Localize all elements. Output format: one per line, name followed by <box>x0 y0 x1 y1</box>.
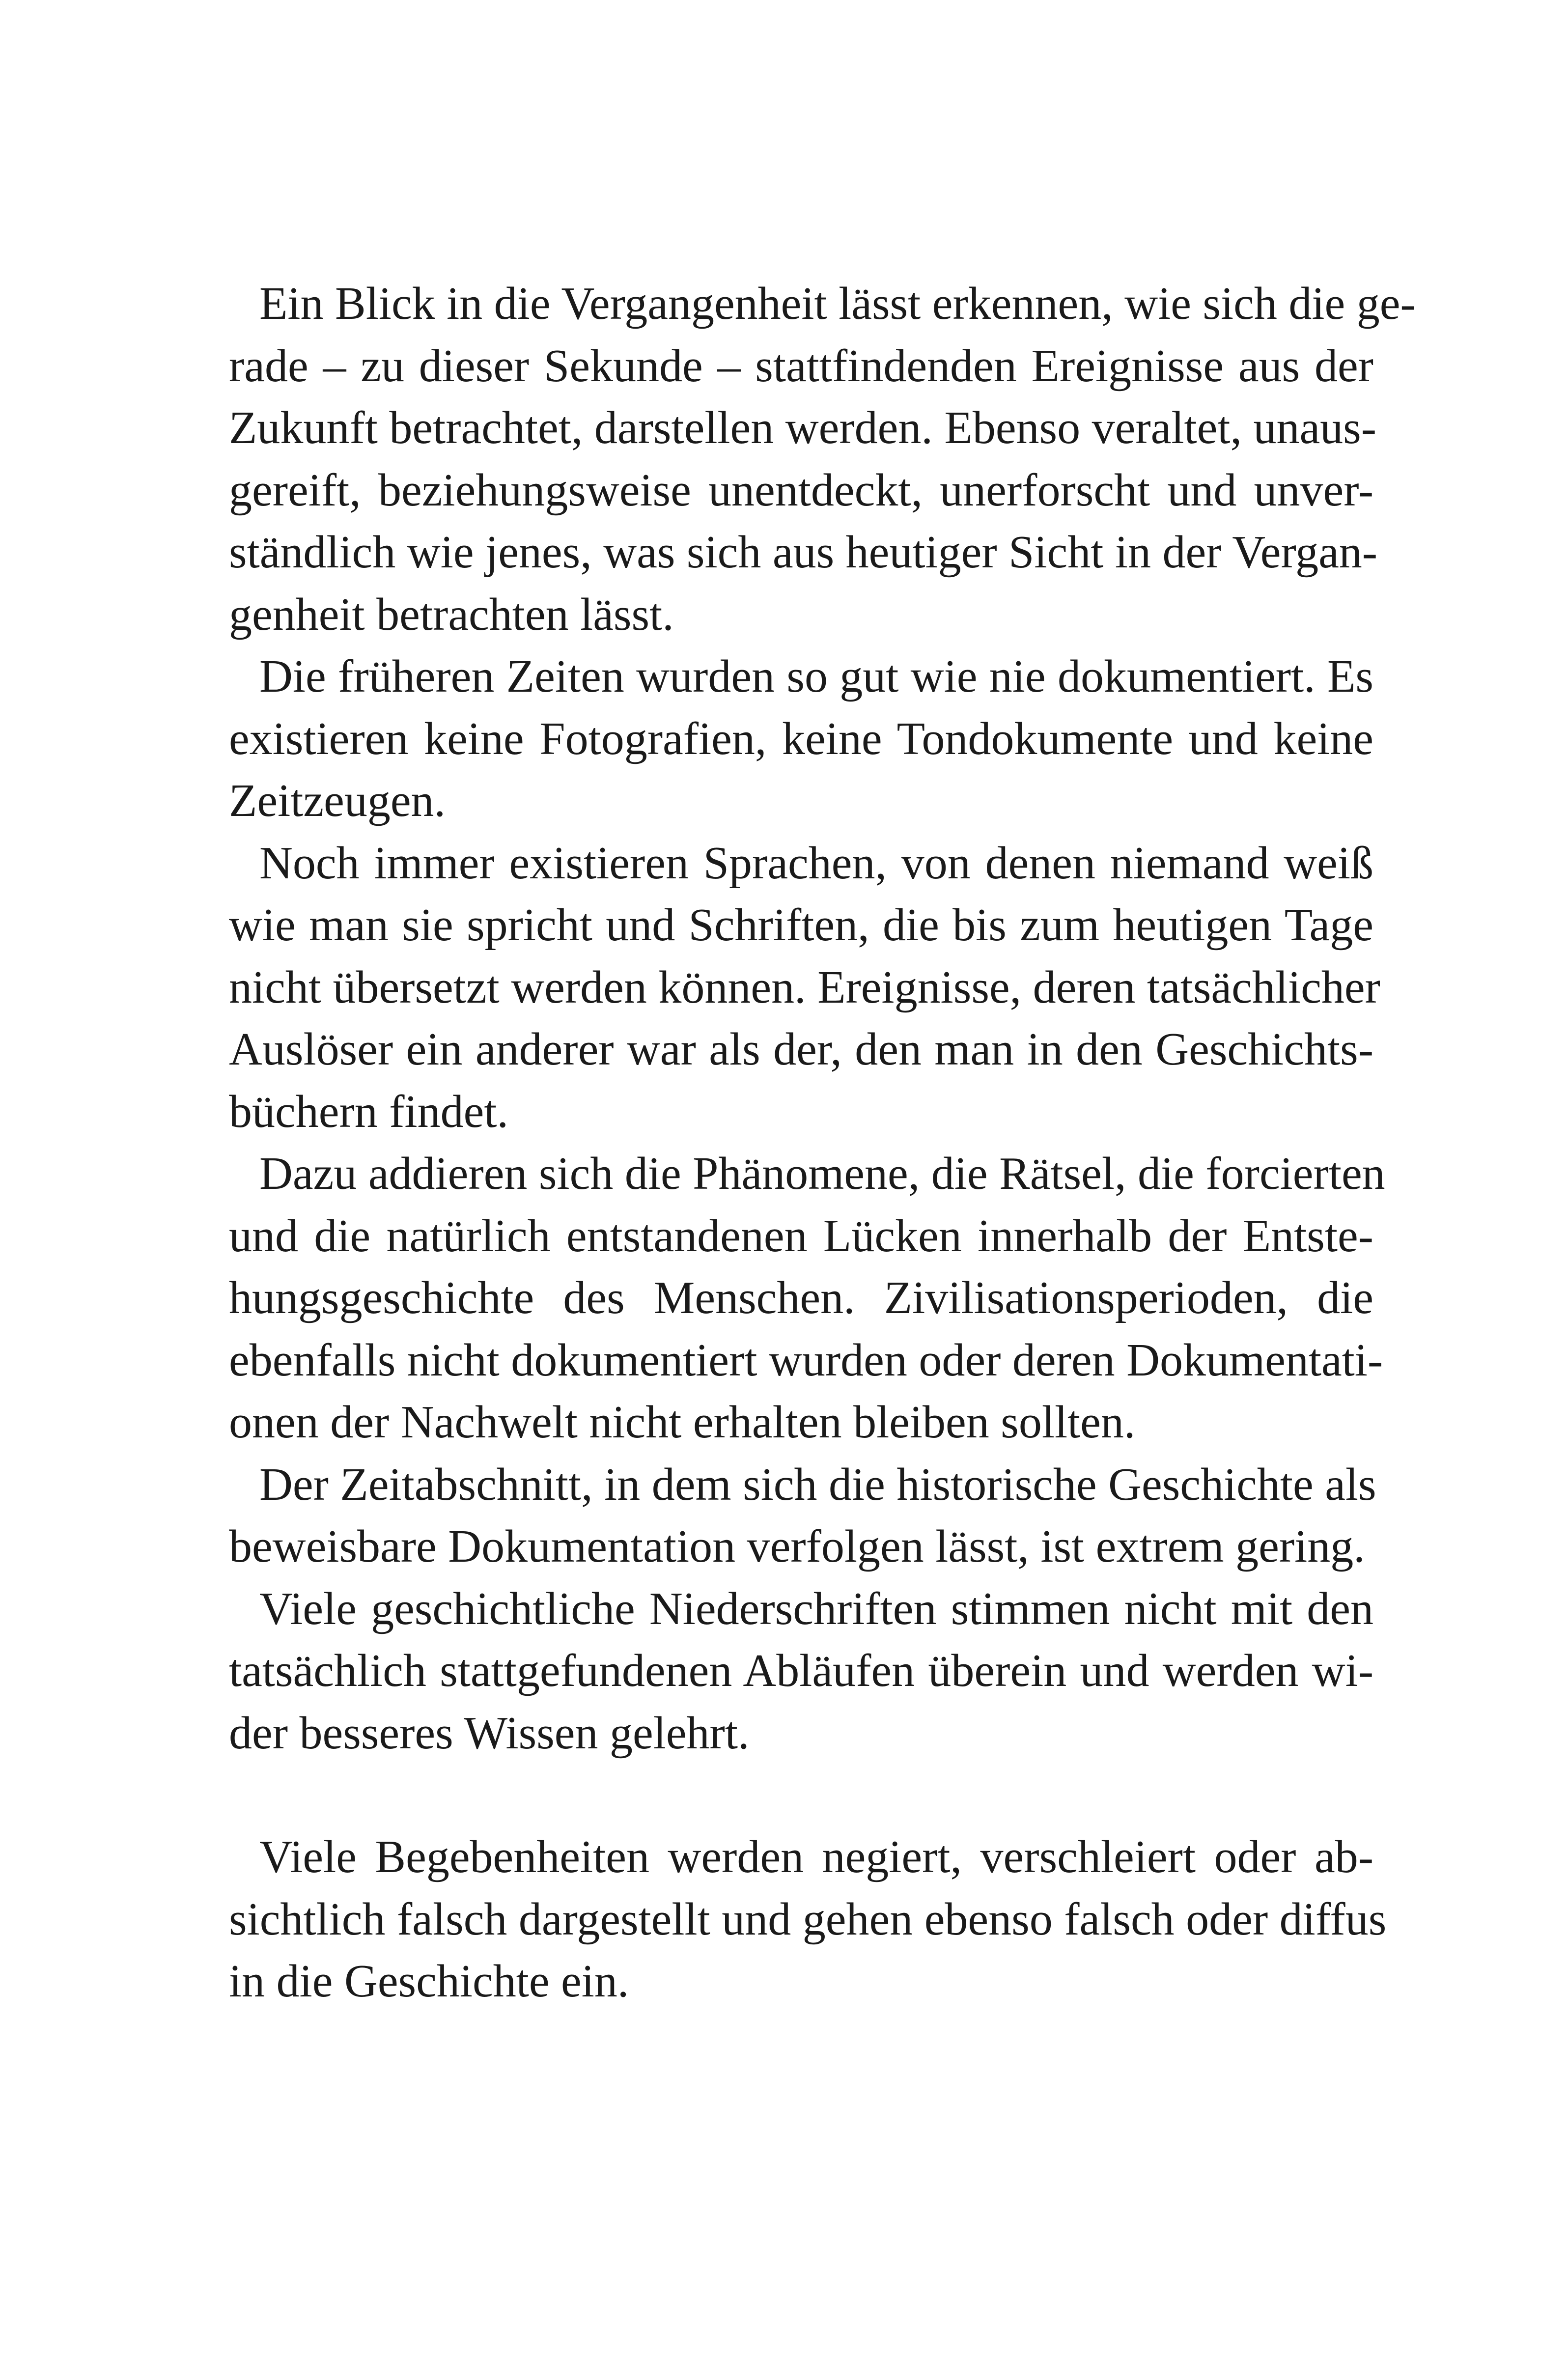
text-line: Zukunft betrachtet, darstellen werden. Ebenso veraltet, unaus- <box>229 402 1377 453</box>
text-line: genheit betrachten lässt. <box>229 589 674 640</box>
text-line: und die natürlich entstandenen Lücken innerhalb der Entste- <box>229 1210 1373 1262</box>
text-line: gereift, beziehungsweise unentdeckt, unerforscht und unver- <box>229 464 1373 516</box>
paragraph-1 <box>229 273 1416 646</box>
text-line: Ein Blick in die Vergangenheit lässt erkennen, wie sich die ge- <box>259 278 1416 329</box>
paragraph-3 <box>229 832 1380 1143</box>
text-line: tatsächlich stattgefundenen Abläufen überein und werden wi- <box>229 1645 1373 1696</box>
text-line: ständlich wie jenes, was sich aus heutiger Sicht in der Vergan- <box>229 527 1378 578</box>
text-line: Viele Begebenheiten werden negiert, verschleiert oder ab- <box>259 1831 1373 1882</box>
text-line: der besseres Wissen gelehrt. <box>229 1707 750 1759</box>
text-line: Zeitzeugen. <box>229 775 446 826</box>
text-line: Auslöser ein anderer war als der, den man in den Geschichts- <box>229 1024 1373 1075</box>
text-line: ebenfalls nicht dokumentiert wurden oder deren Dokumentati- <box>229 1334 1383 1386</box>
text-line: wie man sie spricht und Schriften, die bis zum heutigen Tage <box>229 899 1373 951</box>
text-line: rade – zu dieser Sekunde – stattfindenden Ereignisse aus der <box>229 340 1373 392</box>
paragraph-6 <box>229 1578 1373 1765</box>
text-line: Dazu addieren sich die Phänomene, die Rätsel, die forcierten <box>259 1148 1385 1199</box>
paragraph-4 <box>229 1143 1385 1454</box>
text-line: Die früheren Zeiten wurden so gut wie nie dokumentiert. Es <box>259 651 1373 702</box>
body-text <box>229 273 1416 2013</box>
text-line: Noch immer existieren Sprachen, von denen niemand weiß <box>259 837 1373 889</box>
paragraph-7 <box>229 1826 1387 2013</box>
text-line: Viele geschichtliche Niederschriften stimmen nicht mit den <box>259 1583 1373 1634</box>
text-line: nicht übersetzt werden können. Ereignisse, deren tatsächlicher <box>229 961 1380 1013</box>
paragraph-5 <box>229 1454 1376 1578</box>
text-line: onen der Nachwelt nicht erhalten bleiben sollten. <box>229 1397 1136 1448</box>
text-line: beweisbare Dokumentation verfolgen lässt, ist extrem gering. <box>229 1521 1365 1572</box>
text-line: existieren keine Fotografien, keine Tondokumente und keine <box>229 713 1373 764</box>
paragraph-2 <box>229 646 1373 832</box>
text-line: Der Zeitabschnitt, in dem sich die historische Geschichte als <box>259 1459 1376 1510</box>
text-line: büchern findet. <box>229 1086 509 1137</box>
text-line: hungsgeschichte des Menschen. Zivilisationsperioden, die <box>229 1272 1373 1323</box>
text-line: in die Geschichte ein. <box>229 1956 629 2007</box>
text-line: sichtlich falsch dargestellt und gehen ebenso falsch oder diffus <box>229 1893 1387 1945</box>
